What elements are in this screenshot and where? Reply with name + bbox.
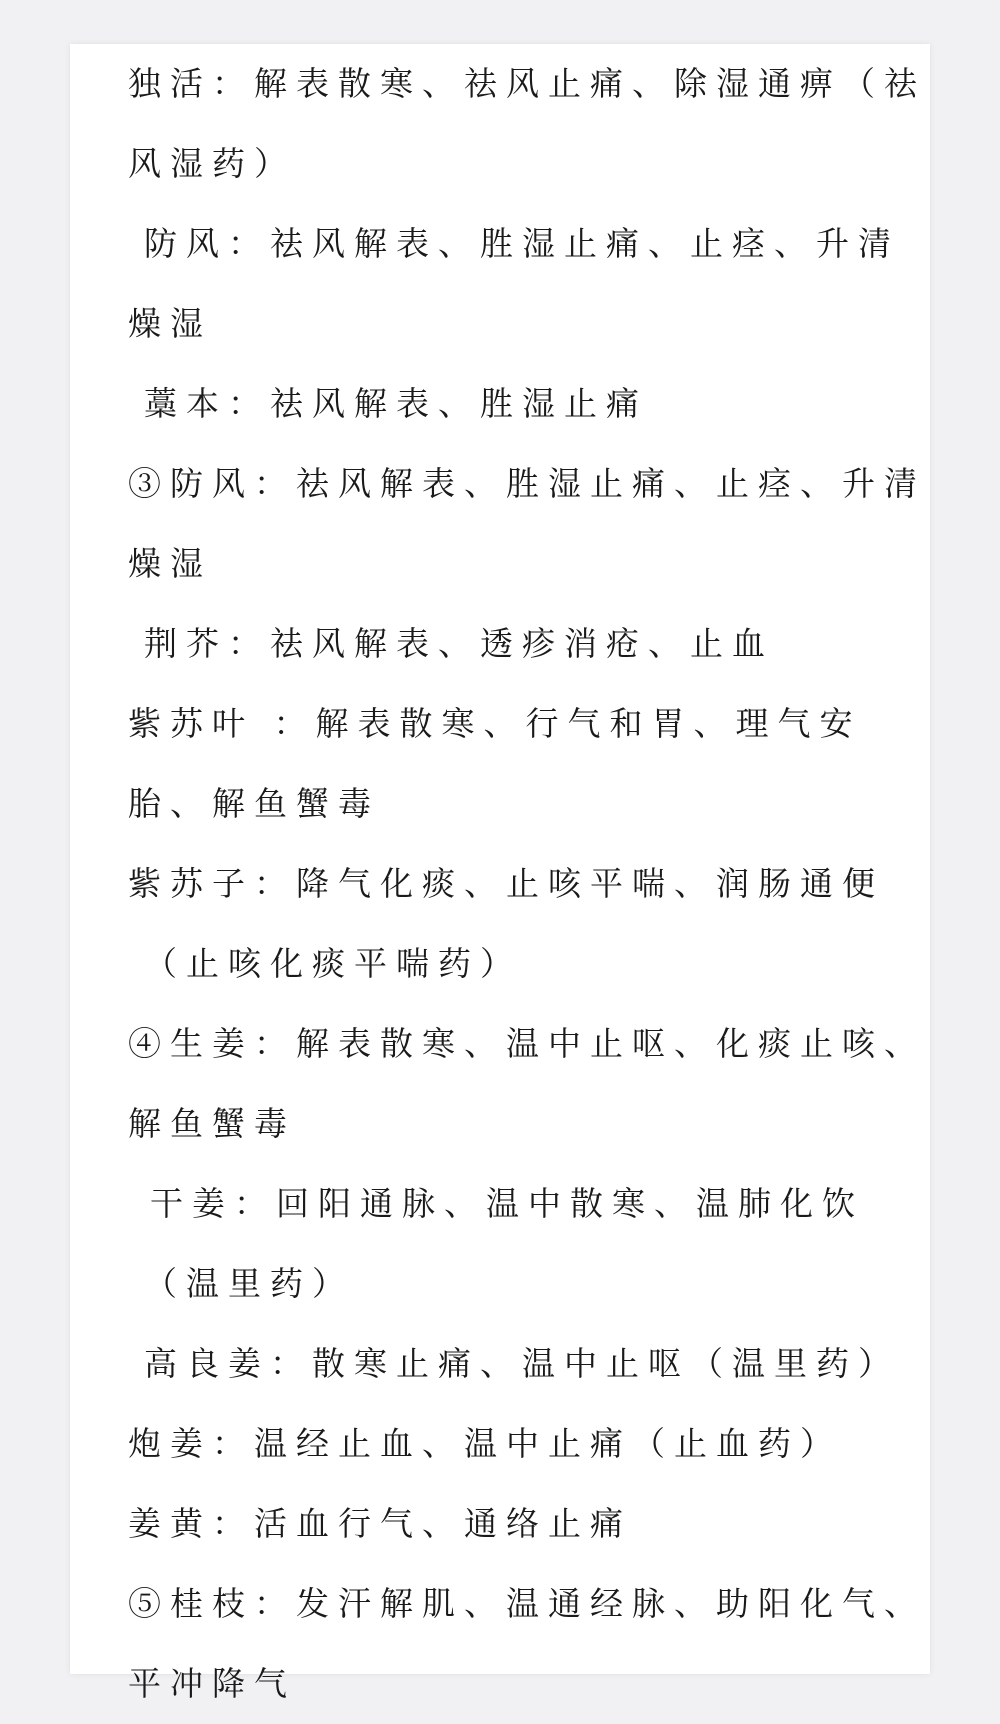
text-line: 防风：祛风解表、胜湿止痛、止痉、升清 bbox=[144, 224, 900, 263]
text-line: 干姜：回阳通脉、温中散寒、温肺化饮 bbox=[150, 1184, 864, 1223]
text-line: 平冲降气 bbox=[128, 1664, 296, 1703]
text-line: 独活：解表散寒、祛风止痛、除湿通痹（祛 bbox=[128, 64, 926, 103]
note-content bbox=[128, 44, 926, 1724]
text-line: 姜黄：活血行气、通络止痛 bbox=[128, 1504, 632, 1543]
text-line: 紫苏叶 ：解表散寒、行气和胃、理气安 bbox=[128, 704, 862, 743]
text-line: 燥湿 bbox=[128, 304, 212, 343]
document-page bbox=[70, 44, 930, 1703]
text-line: 燥湿 bbox=[128, 544, 212, 583]
text-line: 风湿药） bbox=[128, 144, 296, 183]
text-line: 荆芥：祛风解表、透疹消疮、止血 bbox=[144, 624, 774, 663]
text-line: ⑤桂枝：发汗解肌、温通经脉、助阳化气、 bbox=[128, 1584, 926, 1623]
text-line: 解鱼蟹毒 bbox=[128, 1104, 296, 1143]
text-line: （温里药） bbox=[144, 1264, 354, 1303]
text-line: ③防风：祛风解表、胜湿止痛、止痉、升清 bbox=[128, 464, 926, 503]
text-line: 炮姜：温经止血、温中止痛（止血药） bbox=[128, 1424, 842, 1463]
text-line: 高良姜：散寒止痛、温中止呕（温里药） bbox=[144, 1344, 900, 1383]
text-line: 紫苏子：降气化痰、止咳平喘、润肠通便 bbox=[128, 864, 884, 903]
text-line: ④生姜：解表散寒、温中止呕、化痰止咳、 bbox=[128, 1024, 926, 1063]
text-line: 胎、解鱼蟹毒 bbox=[128, 784, 380, 823]
text-line: 藁本：祛风解表、胜湿止痛 bbox=[144, 384, 648, 423]
text-line: （止咳化痰平喘药） bbox=[144, 944, 522, 983]
